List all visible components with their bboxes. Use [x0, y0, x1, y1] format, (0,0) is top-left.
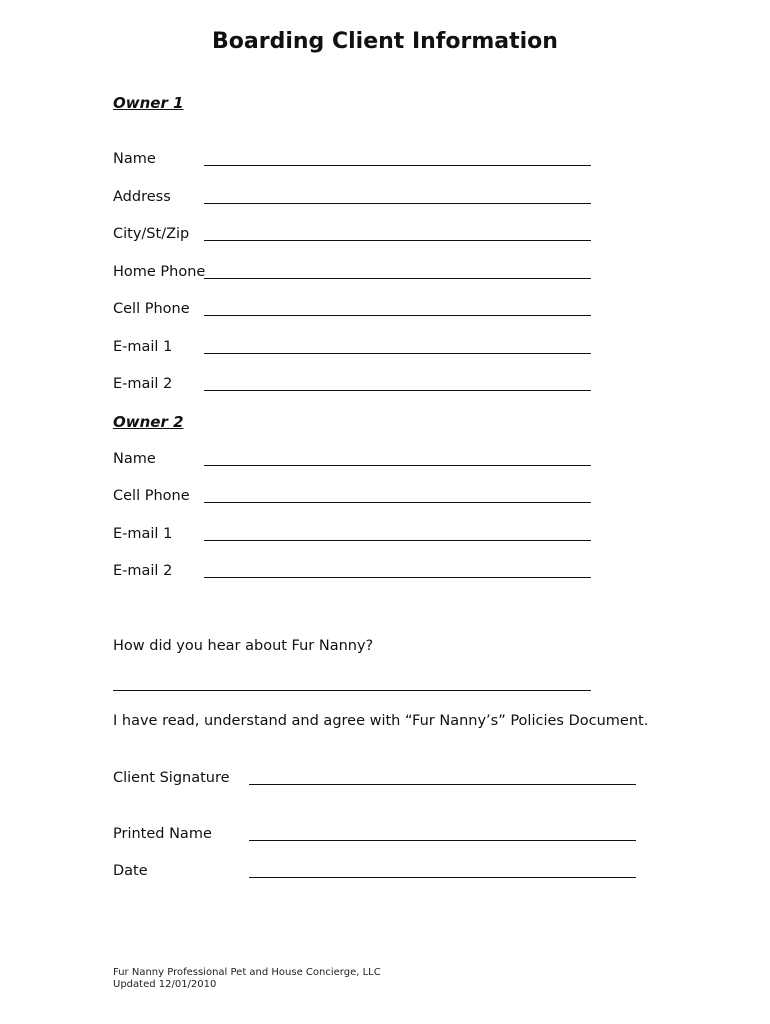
referral-answer-field[interactable]: [113, 690, 591, 691]
page-title: Boarding Client Information: [212, 29, 558, 54]
owner1-home-phone-field[interactable]: [204, 278, 591, 279]
date-field[interactable]: [249, 877, 636, 878]
owner2-cell-phone-label: Cell Phone: [113, 488, 190, 504]
date-label: Date: [113, 863, 148, 879]
owner1-cell-phone-field[interactable]: [204, 315, 591, 316]
owner1-city-field[interactable]: [204, 240, 591, 241]
footer-updated: Updated 12/01/2010: [113, 979, 217, 990]
owner2-name-label: Name: [113, 451, 156, 467]
owner1-email2-label: E-mail 2: [113, 376, 173, 392]
footer-company: Fur Nanny Professional Pet and House Concierge, LLC: [113, 967, 381, 978]
client-signature-label: Client Signature: [113, 770, 230, 786]
owner1-email2-field[interactable]: [204, 390, 591, 391]
owner2-name-field[interactable]: [204, 465, 591, 466]
owner1-name-field[interactable]: [204, 165, 591, 166]
owner2-email1-field[interactable]: [204, 540, 591, 541]
owner2-email1-label: E-mail 1: [113, 526, 173, 542]
owner2-cell-phone-field[interactable]: [204, 502, 591, 503]
footer: [113, 967, 381, 991]
owner2-email2-label: E-mail 2: [113, 563, 173, 579]
owner1-email1-field[interactable]: [204, 353, 591, 354]
owner1-home-phone-label: Home Phone: [113, 264, 206, 280]
owner1-city-label: City/St/Zip: [113, 226, 190, 242]
referral-question: How did you hear about Fur Nanny?: [113, 638, 374, 654]
owner1-address-label: Address: [113, 189, 171, 205]
printed-name-field[interactable]: [249, 840, 636, 841]
owner1-heading: Owner 1: [113, 94, 184, 112]
printed-name-label: Printed Name: [113, 826, 212, 842]
owner1-email1-label: E-mail 1: [113, 339, 173, 355]
agreement-statement: I have read, understand and agree with “Fur Nanny’s” Policies Document.: [113, 713, 649, 729]
owner1-cell-phone-label: Cell Phone: [113, 301, 190, 317]
owner2-heading: Owner 2: [113, 413, 184, 431]
owner1-name-label: Name: [113, 151, 156, 167]
owner1-address-field[interactable]: [204, 203, 591, 204]
owner2-email2-field[interactable]: [204, 577, 591, 578]
client-signature-field[interactable]: [249, 784, 636, 785]
